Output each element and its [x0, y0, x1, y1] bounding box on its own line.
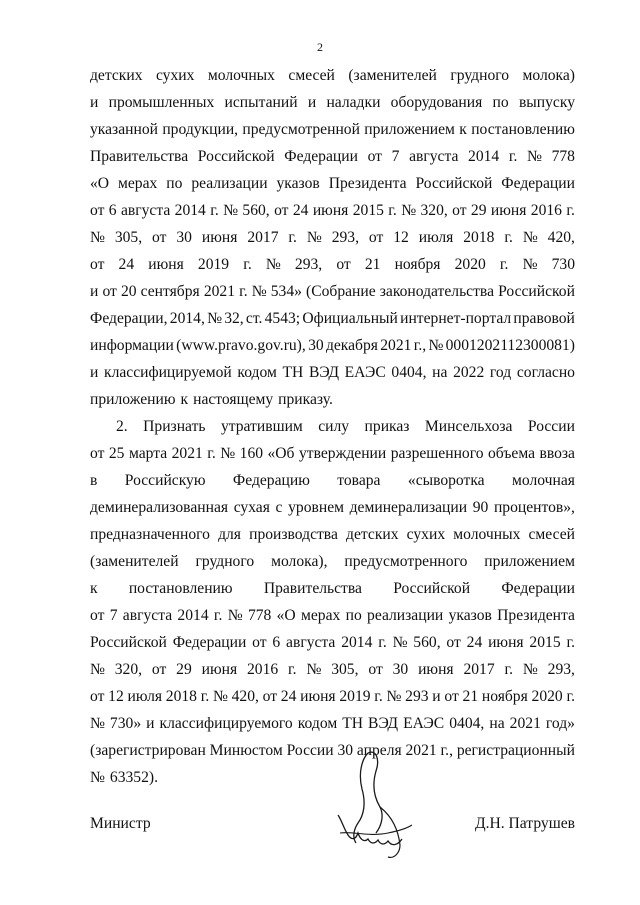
word: 2021 — [405, 742, 437, 759]
body-line — [90, 143, 575, 170]
word: 320, — [114, 661, 143, 678]
word: 25 — [108, 445, 125, 462]
body-line — [90, 683, 575, 710]
word: от — [452, 202, 467, 219]
word: № — [212, 688, 228, 705]
word: приложением — [484, 553, 575, 570]
body-line — [90, 548, 575, 575]
word: № — [227, 607, 243, 624]
word: молочных — [207, 67, 275, 84]
word: 2016 — [530, 202, 562, 219]
word: год — [489, 364, 512, 381]
word: указов — [276, 175, 320, 192]
word: г. — [207, 445, 216, 462]
word: оборудования — [390, 94, 483, 111]
word: по — [492, 94, 509, 111]
word: г. — [210, 202, 219, 219]
word: «О — [276, 607, 296, 624]
document-body — [90, 62, 575, 791]
word: 2015 — [529, 634, 561, 651]
word: 30 — [337, 742, 354, 759]
word: 6 — [272, 634, 281, 651]
word: на — [432, 364, 448, 381]
word: «О — [90, 175, 110, 192]
word: г. — [288, 229, 297, 246]
word: г., — [413, 337, 427, 354]
word: 63352). — [109, 769, 158, 786]
word: г., — [440, 742, 453, 759]
body-line — [90, 359, 575, 386]
word: июля — [127, 688, 163, 705]
word: г. — [378, 634, 387, 651]
word: мерах — [300, 607, 341, 624]
word: 2019 — [197, 256, 230, 273]
word: Правительства — [263, 580, 362, 597]
body-line — [90, 710, 575, 737]
word: от — [90, 688, 105, 705]
word: России — [527, 418, 575, 435]
body-line — [90, 332, 575, 359]
word: 0404, — [449, 715, 485, 732]
word: от — [152, 229, 167, 246]
word: 305, — [331, 661, 359, 678]
word: классифицируемой — [104, 364, 232, 381]
word: 2014 — [341, 634, 373, 651]
word: от — [90, 607, 105, 624]
word: продукции, — [162, 121, 239, 138]
page-number: 2 — [317, 40, 323, 54]
word: и — [307, 94, 317, 111]
word: приказу. — [278, 391, 333, 408]
word: июня — [490, 202, 527, 219]
word: к — [90, 580, 98, 597]
word: по — [166, 175, 183, 192]
word: Федерации — [501, 175, 575, 192]
word: сухих — [406, 526, 446, 543]
word: от — [262, 688, 278, 705]
word: и — [90, 364, 99, 381]
word: 2018 — [165, 688, 197, 705]
word: молочных — [453, 526, 521, 543]
word: к — [180, 391, 189, 408]
word: г. — [566, 202, 575, 219]
word: смесей — [528, 526, 575, 543]
word: от — [368, 229, 384, 246]
word: № — [306, 661, 322, 678]
body-line — [90, 170, 575, 197]
word: классифицируемого — [159, 715, 293, 732]
word: и — [90, 94, 99, 111]
word: № — [401, 202, 417, 219]
word: с — [275, 499, 283, 516]
word: № — [90, 661, 105, 678]
word: процентов», — [493, 499, 575, 516]
word: реализации — [367, 607, 444, 624]
word: для — [218, 526, 241, 543]
word: в — [90, 472, 98, 489]
word: 420, — [231, 688, 259, 705]
body-line — [90, 386, 575, 413]
word: 2021 — [509, 715, 541, 732]
word: правовой — [513, 310, 575, 327]
word: и — [432, 688, 441, 705]
word: 2019 — [339, 688, 371, 705]
word: объема — [488, 445, 536, 462]
word: выпуску — [518, 94, 575, 111]
body-line — [90, 521, 575, 548]
word: 293, — [331, 229, 359, 246]
body-line — [90, 62, 575, 89]
word: № — [522, 256, 538, 273]
word: августа — [409, 148, 459, 165]
body-line — [90, 116, 575, 143]
word: Федерации, — [90, 310, 168, 327]
word: г. — [239, 283, 248, 300]
word: 2020 — [454, 256, 486, 273]
word: 293 — [405, 688, 429, 705]
word: смесей — [288, 67, 335, 84]
word: 160 — [239, 445, 264, 462]
word: регистрационный — [456, 742, 575, 759]
word: г. — [243, 256, 252, 273]
word: испытаний — [224, 94, 298, 111]
body-line — [90, 494, 575, 521]
word: Российской — [90, 634, 167, 651]
word: 2017 — [463, 661, 495, 678]
word: 778 — [247, 607, 272, 624]
word: 534» — [270, 283, 302, 300]
word: 4543; — [264, 310, 301, 327]
word: 20 — [120, 283, 137, 300]
word: 0001202112300081) — [445, 337, 575, 354]
word: от — [336, 256, 351, 273]
word: августа — [122, 607, 173, 624]
word: согласно — [516, 364, 575, 381]
body-line — [90, 440, 575, 467]
word: июля — [418, 229, 454, 246]
word: 6 — [108, 202, 117, 219]
word: (www.pravo.gov.ru), — [176, 337, 306, 354]
word: 29 — [176, 661, 192, 678]
word: детских — [90, 67, 143, 84]
word: сухая — [233, 499, 270, 516]
word: 293, — [294, 256, 323, 273]
word: 24 — [118, 256, 135, 273]
word: ВЭД — [368, 715, 399, 732]
word: № — [527, 148, 542, 165]
word: приказ — [364, 418, 410, 435]
word: 778 — [551, 148, 575, 165]
body-line — [90, 305, 575, 332]
word: г. — [288, 661, 297, 678]
body-line — [90, 224, 575, 251]
word: 2015 — [352, 202, 384, 219]
word: июня — [201, 661, 238, 678]
word: 2021 — [171, 445, 203, 462]
word: г. — [374, 688, 383, 705]
word: ВЭД — [308, 364, 339, 381]
word: № — [522, 229, 538, 246]
word: июня — [312, 202, 349, 219]
word: 560, — [242, 202, 270, 219]
word: и — [90, 283, 99, 300]
word: разрешенного — [390, 445, 484, 462]
word: 24 — [292, 202, 309, 219]
word: от — [252, 634, 267, 651]
word: 24 — [280, 688, 297, 705]
body-line — [90, 467, 575, 494]
body-line — [90, 629, 575, 656]
word: г. — [213, 607, 223, 624]
word: 2. — [116, 418, 128, 435]
word: ЕАЭС — [344, 364, 386, 381]
word: (зарегистрирован — [90, 742, 206, 759]
word: утратившим — [220, 418, 303, 435]
word: молока) — [522, 67, 575, 84]
word: ноября — [481, 688, 528, 705]
word: № — [90, 769, 105, 786]
word: ТН — [282, 364, 304, 381]
word: сухих — [155, 67, 195, 84]
word: от — [367, 148, 382, 165]
word: г. — [508, 148, 518, 165]
word: августа — [120, 202, 171, 219]
word: по — [345, 607, 362, 624]
word: 2022 — [453, 364, 485, 381]
handwritten-signature — [318, 745, 418, 865]
word: Российской — [197, 148, 275, 165]
word: 2014, — [169, 310, 205, 327]
word: от — [151, 661, 167, 678]
word: 12 — [108, 688, 124, 705]
word: «сыворотка — [407, 472, 485, 489]
word: 30 — [176, 229, 192, 246]
word: декабря — [325, 337, 378, 354]
word: от — [274, 202, 289, 219]
word: от — [90, 445, 105, 462]
word: г. — [499, 256, 509, 273]
word: № — [306, 229, 322, 246]
word: Федерации — [284, 148, 358, 165]
word: 2021 — [380, 337, 412, 354]
word: № — [392, 634, 408, 651]
word: России — [286, 742, 334, 759]
word: № — [522, 661, 538, 678]
word: 2014 — [174, 202, 206, 219]
word: 320, — [420, 202, 448, 219]
word: сентября — [140, 283, 200, 300]
word: ноября — [394, 256, 441, 273]
word: от — [90, 256, 105, 273]
word: (заменителей — [90, 553, 179, 570]
word: г. — [504, 229, 513, 246]
word: грудного — [195, 553, 255, 570]
word: Правительства — [90, 148, 189, 165]
word: от — [446, 634, 461, 651]
word: от — [368, 661, 383, 678]
word: 730 — [551, 256, 575, 273]
word: 730» — [109, 715, 142, 732]
word: № — [223, 202, 239, 219]
word: промышленных — [108, 94, 215, 111]
word: 2014 — [177, 607, 209, 624]
word: Федерацию — [232, 472, 310, 489]
word: № — [90, 715, 105, 732]
word: уровнем — [288, 499, 344, 516]
word: 2016 — [247, 661, 279, 678]
word: деминерализованная — [90, 499, 229, 516]
word: интернет-портал — [400, 310, 512, 327]
word: июня — [148, 256, 184, 273]
word: настоящему — [193, 391, 274, 408]
word: 12 — [393, 229, 409, 246]
word: деминерализации — [349, 499, 468, 516]
word: № — [428, 337, 444, 354]
word: Российской — [393, 580, 471, 597]
word: предусмотренного — [344, 553, 468, 570]
word: 2020 — [531, 688, 563, 705]
word: № — [386, 688, 402, 705]
signature-block — [90, 815, 575, 845]
word: приложению — [90, 391, 176, 408]
word: Президента — [497, 607, 575, 624]
word: товара — [337, 472, 381, 489]
word: постановлению — [128, 580, 233, 597]
word: 2018 — [463, 229, 495, 246]
body-line — [90, 575, 575, 602]
word: Российской — [415, 175, 493, 192]
body-line — [90, 197, 575, 224]
word: утверждении — [298, 445, 387, 462]
word: Признать — [143, 418, 206, 435]
word: предусмотренной — [242, 121, 360, 138]
word: грудного — [450, 67, 510, 84]
word: № — [265, 256, 281, 273]
word: Официальный — [302, 310, 398, 327]
word: ЕАЭС — [403, 715, 445, 732]
word: 2021 — [203, 283, 235, 300]
word: г. — [566, 634, 575, 651]
word: г. — [504, 661, 514, 678]
word: 24 — [466, 634, 483, 651]
word: июня — [300, 688, 336, 705]
word: г. — [566, 688, 575, 705]
word: силу — [318, 418, 350, 435]
word: 293, — [547, 661, 575, 678]
word: августа — [286, 634, 336, 651]
word: 90 — [472, 499, 489, 516]
word: июня — [418, 661, 454, 678]
word: мерах — [118, 175, 158, 192]
word: от — [102, 283, 117, 300]
word: к — [459, 121, 467, 138]
word: Федерации — [501, 580, 575, 597]
word: «Об — [267, 445, 295, 462]
word: 21 — [364, 256, 381, 273]
word: 21 — [462, 688, 479, 705]
word: № — [90, 229, 105, 246]
body-line — [90, 278, 575, 305]
word: марта — [128, 445, 168, 462]
word: кодом — [297, 715, 338, 732]
word: на — [489, 715, 505, 732]
word: (заменителей — [348, 67, 437, 84]
word: Президента — [328, 175, 407, 192]
word: апреля — [356, 742, 402, 759]
word: Федерации — [172, 634, 247, 651]
word: информации — [90, 337, 174, 354]
word: № — [207, 310, 222, 327]
word: 32, — [224, 310, 244, 327]
word: постановлению — [471, 121, 575, 138]
word: июня — [488, 634, 524, 651]
word: Минсельхоза — [424, 418, 513, 435]
word: 7 — [109, 607, 118, 624]
word: 0404, — [391, 364, 427, 381]
word: реализации — [191, 175, 268, 192]
word: кодом — [237, 364, 277, 381]
body-line — [90, 602, 575, 629]
word: № — [220, 445, 236, 462]
word: 7 — [391, 148, 400, 165]
word: молочная — [512, 472, 575, 489]
word: г. — [388, 202, 397, 219]
word: ст. — [245, 310, 263, 327]
word: (Собрание — [306, 283, 376, 300]
word: молока), — [271, 553, 328, 570]
word: предназначенного — [90, 526, 210, 543]
word: 305, — [114, 229, 143, 246]
word: от — [444, 688, 459, 705]
word: 420, — [547, 229, 575, 246]
word: указанной — [90, 121, 158, 138]
body-line — [90, 656, 575, 683]
word: производства — [249, 526, 338, 543]
word: 2014 — [468, 148, 500, 165]
word: 30 — [308, 337, 324, 354]
word: ТН — [342, 715, 364, 732]
body-line — [90, 413, 575, 440]
word: Российскую — [124, 472, 206, 489]
signatory-name: Д.Н. Патрушев — [474, 815, 575, 832]
word: 2017 — [247, 229, 279, 246]
word: наладки — [326, 94, 381, 111]
word: июня — [201, 229, 238, 246]
word: год» — [545, 715, 575, 732]
word: детских — [346, 526, 399, 543]
word: законодательства — [379, 283, 494, 300]
word: г. — [200, 688, 210, 705]
word: приложением — [364, 121, 455, 138]
body-line — [90, 251, 575, 278]
word: Российской — [498, 283, 575, 300]
word: от — [90, 202, 105, 219]
word: указов — [448, 607, 492, 624]
word: ввоза — [539, 445, 575, 462]
word: 30 — [392, 661, 409, 678]
word: 29 — [470, 202, 487, 219]
word: № — [251, 283, 267, 300]
word: 560, — [413, 634, 441, 651]
body-line — [90, 89, 575, 116]
word: и — [146, 715, 155, 732]
signatory-title: Министр — [90, 815, 151, 832]
word: Минюстом — [209, 742, 283, 759]
